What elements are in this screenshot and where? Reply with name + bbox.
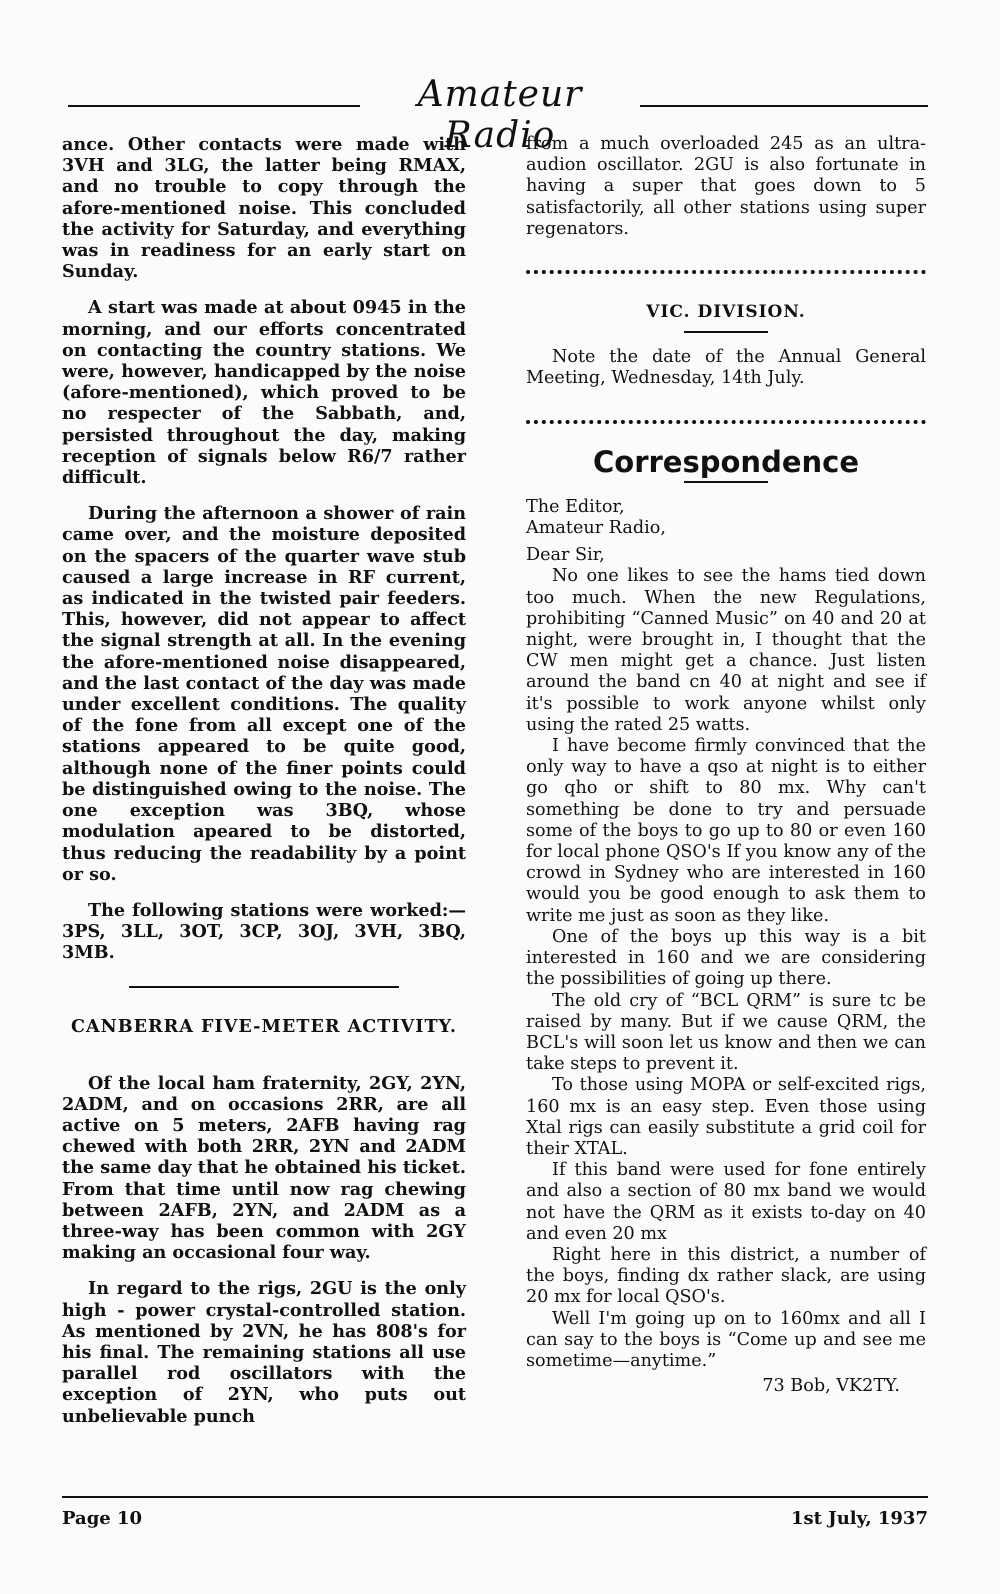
letter-paragraph: No one likes to see the hams tied down too much. When the new Regulations, prohibiting “Canned Music” on 40 and 20 at night, were brought in, I thought that the CW men might get a chance. Just listen around the band cn 40 at night and see if it's possible to work anyone whilst only using the rated 25 watts. [526,566,926,735]
left-column [62,134,466,1442]
article-paragraph: Of the local ham fraternity, 2GY, 2YN, 2ADM, and on occasions 2RR, are all active on 5 meters, 2AFB having rag chewed with both 2RR, 2YN and 2ADM the same day that he obtained his ticket. From that time until now rag chewing between 2AFB, 2YN, and 2ADM as a three-way has been common with 2GY making an occasional four way. [62,1072,466,1264]
issue-date: 1st July, 1937 [790,1508,928,1529]
dotted-divider [526,270,926,278]
masthead-rule-left [68,105,360,107]
right-column [526,134,926,1397]
letter-paragraph: The old cry of “BCL QRM” is sure tc be raised by many. But if we cause QRM, the BCL's will soon let us know and then we can take steps to prevent it. [526,990,926,1075]
article-paragraph: During the afternoon a shower of rain came over, and the moisture deposited on the spacers of the quarter wave stub caused a large increase in RF current, as indicated in the twisted pair feeders. This, however, did not appear to affect the signal strength at all. In the evening the afore-mentioned noise disappeared, and the last contact of the day was made under excellent conditions. The quality of the fone from all except one of the stations appeared to be quite good, although none of the finer points could be distinguished owing to the noise. The one exception was 3BQ, whose modulation apeared to be distorted, thus reducing the readability by a point or so. [62,503,466,885]
article-paragraph: A start was made at about 0945 in the morning, and our efforts concentrated on contacting the country stations. We were, however, handicapped by the noise (afore-mentioned), which proved to be no respecter of the Sabbath, and, persisted throughout the day, making reception of signals below R6/7 rather difficult. [62,297,466,489]
salutation-line: Dear Sir, [526,545,605,566]
article-paragraph: The following stations were worked:—3PS, 3LL, 3OT, 3CP, 3OJ, 3VH, 3BQ, 3MB. [62,899,466,964]
vic-division-heading: VIC. DIVISION. [646,302,806,323]
dotted-divider [526,420,926,428]
page-footer [62,1496,928,1529]
footer-rule [62,1496,928,1498]
article-paragraph: In regard to the rigs, 2GU is the only high - power crystal-controlled station. As mentioned by 2VN, he has 808's for his final. The remaining stations all use parallel rod oscillators with the exception of 2YN, who puts out unbelievable punch [62,1278,466,1427]
heading-underline [684,331,768,333]
letter-paragraph: I have become firmly convinced that the only way to have a qso at night is to either go qho or shift to 80 mx. Why can't something be done to try and persuade some of the boys to go up to 80 or even 160 for local phone QSO's If you know any of the crowd in Sydney who are interested in 160 would you be good enough to ask them to write me just as soon as they like. [526,736,926,926]
letter-paragraph: One of the boys up this way is a bit interested in 160 and we are considering the possibilities of going up there. [526,926,926,990]
letter [526,497,926,1398]
salutation-line: The Editor, [526,496,625,517]
letter-paragraph: Right here in this district, a number of the boys, finding dx rather slack, are using 20 mx for local QSO's. [526,1244,926,1308]
masthead [68,72,928,156]
masthead-title: Amateur Radio [417,74,583,156]
section-divider [129,986,399,988]
section-heading: CANBERRA FIVE-METER ACTIVITY. [71,1015,457,1037]
signature: 73 Bob, VK2TY. [762,1376,900,1397]
heading-underline [684,481,768,483]
article-paragraph: ance. Other contacts were made with 3VH and 3LG, the latter being RMAX, and no trouble to copy through the afore-mentioned noise. This concluded the activity for Saturday, and everything was in readiness for an early start on Sunday. [62,134,466,283]
article-continuation: from a much overloaded 245 as an ultra-audion oscillator. 2GU is also fortunate in having a super that goes down to 5 satisfactorily, all other stations using super regenators. [526,134,926,239]
letter-paragraph: If this band were used for fone entirely and also a section of 80 mx band we would not have the QRM as it exists to-day on 40 and even 20 mx [526,1160,926,1244]
masthead-rule-right [640,105,928,107]
page-number: Page 10 [62,1508,143,1529]
salutation-line: Amateur Radio, [526,518,666,539]
correspondence-title: Correspondence [593,444,859,479]
letter-paragraph: To those using MOPA or self-excited rigs, 160 mx is an easy step. Even those using Xtal rigs can easily substitute a grid coil for their XTAL. [526,1075,926,1159]
letter-paragraph: Well I'm going up on to 160mx and all I can say to the boys is “Come up and see me sometime—anytime.” [526,1308,926,1371]
vic-division-text: Note the date of the Annual General Meeting, Wednesday, 14th July. [526,347,926,389]
